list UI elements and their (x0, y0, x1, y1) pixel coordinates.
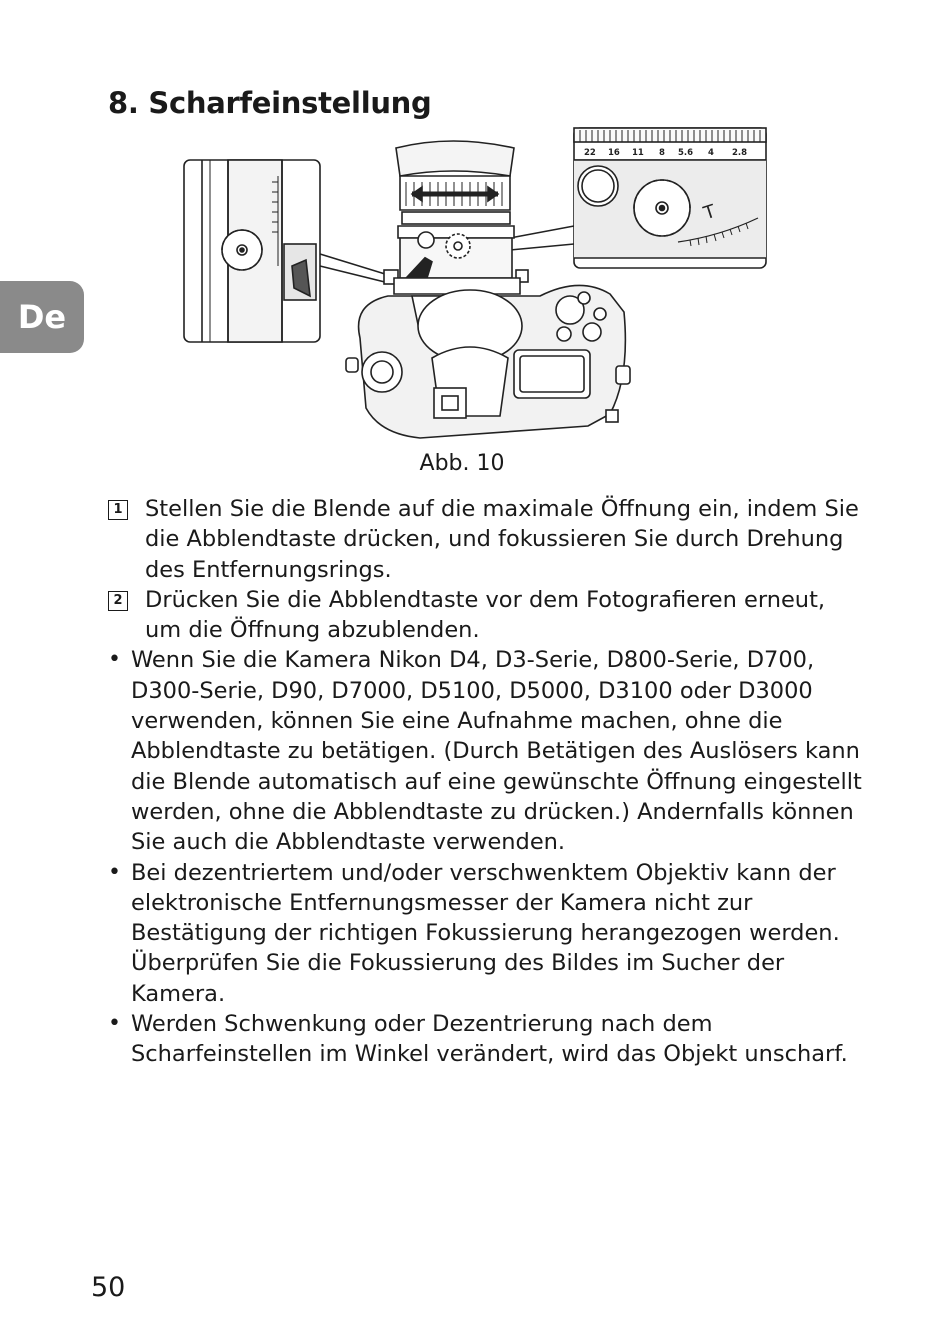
page-number: 50 (91, 1272, 126, 1303)
step-item (108, 585, 868, 646)
bullet-text: Werden Schwenkung oder Dezentrierung nach dem Scharfeinstellen im Winkel verändert, wird das Objekt unscharf. (131, 1011, 848, 1068)
bullet-dot: • (108, 647, 121, 673)
step-text: Drücken Sie die Abblendtaste vor dem Fotografieren erneut, um die Öffnung abzublenden. (145, 586, 826, 644)
bullet-item (108, 1009, 868, 1070)
dof-scale-label: T (701, 200, 719, 225)
step-item (108, 494, 868, 585)
bullet-dot: • (108, 1011, 121, 1037)
step-number-box: 2 (108, 591, 128, 611)
aperture-value-11: 11 (632, 148, 644, 158)
aperture-value-8: 8 (659, 148, 665, 158)
figure-camera-lens-illustration (180, 126, 770, 442)
bullet-item (108, 858, 868, 1009)
step-number-box: 1 (108, 500, 128, 520)
aperture-value-22: 22 (584, 148, 596, 158)
bullet-text: Wenn Sie die Kamera Nikon D4, D3-Serie, D800-Serie, D700, D300-Serie, D90, D7000, D5100, D5000, D3100 oder D3000 verwenden, können Sie eine Aufnahme machen, ohne die Abblendtaste zu betätigen. (Durch Betätigen des Auslösers kann die Blende automatisch auf eine gewünschte Öffnung eingestellt werden, ohne die Abblendtaste zu drücken.) Andernfalls können Sie auch die Abblendtaste verwenden. (131, 647, 862, 856)
figure-caption-text: Abb. 10 (419, 451, 505, 476)
aperture-value-5-6: 5.6 (678, 148, 694, 158)
page-title: 8. Scharfeinstellung (108, 86, 432, 120)
instructions (108, 494, 868, 1070)
bullet-text: Bei dezentriertem und/oder verschwenktem Objektiv kann der elektronische Entfernungsmesser der Kamera nicht zur Bestätigung der richtigen Fokussierung herangezogen werden. Überprüfen Sie die Fokussierung des Bildes im Sucher der Kamera. (131, 859, 840, 1007)
figure-caption (0, 451, 950, 476)
aperture-value-2-8: 2.8 (732, 148, 748, 158)
language-tab: De (0, 281, 84, 353)
step-text: Stellen Sie die Blende auf die maximale Öffnung ein, indem Sie die Abblendtaste drücken, und fokussieren Sie durch Drehung des Entfernungsrings. (145, 496, 859, 583)
camera-body (346, 285, 630, 438)
aperture-value-4: 4 (708, 148, 714, 158)
lens-body (384, 141, 528, 294)
aperture-value-16: 16 (608, 148, 620, 158)
detail-view-left (184, 160, 320, 342)
bullet-item (108, 645, 868, 857)
bullet-dot: • (108, 859, 121, 885)
